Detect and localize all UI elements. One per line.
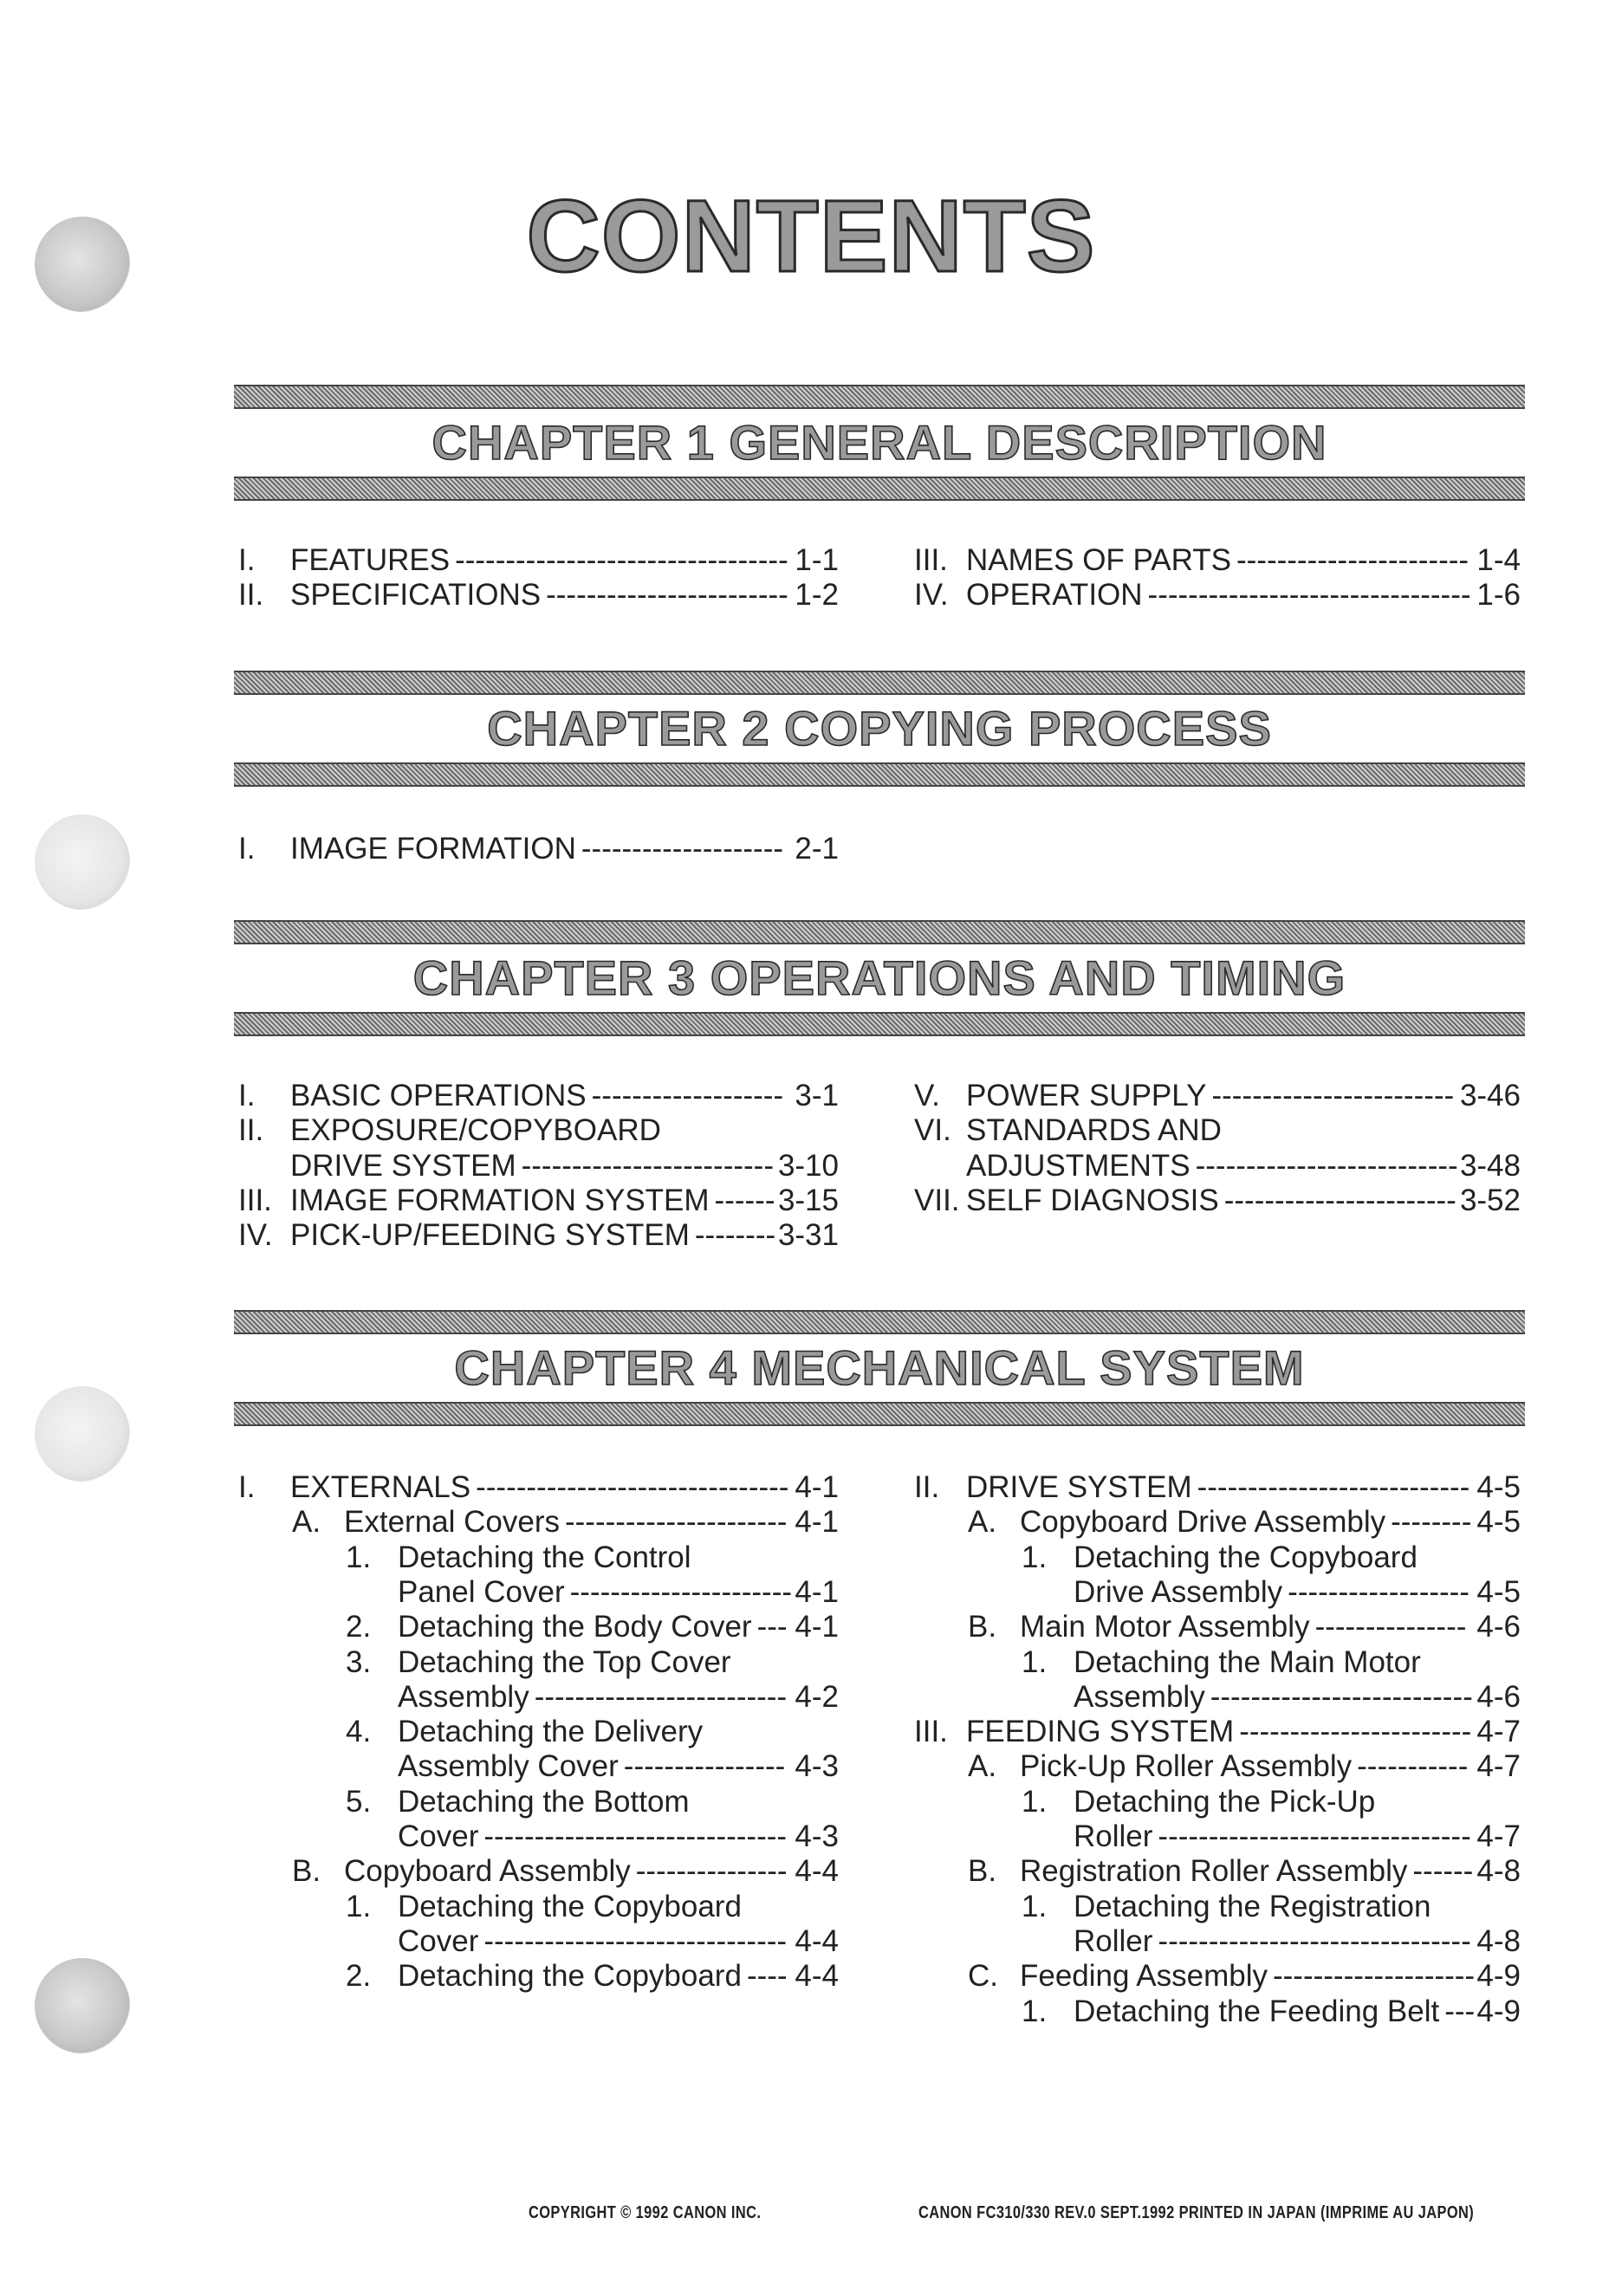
toc-number: V.: [914, 1079, 940, 1112]
toc-entry-title: NAMES OF PARTS: [966, 543, 1231, 577]
toc-entry-title: Cover: [398, 1819, 479, 1853]
punch-hole: [35, 814, 130, 910]
hatch-bar: [234, 762, 1525, 787]
chapter-3-banner: [234, 920, 1525, 1036]
toc-page-number: 4-1: [795, 1574, 839, 1609]
toc-number: 2.: [346, 1959, 372, 1994]
dot-leader: -------------------------------: [476, 1470, 789, 1504]
hatch-bar: [234, 1310, 1525, 1334]
dot-leader: -----------: [1357, 1749, 1469, 1784]
toc-entry-title: Detaching the Delivery: [398, 1715, 704, 1749]
toc-entry-title: EXPOSURE/COPYBOARD: [290, 1113, 661, 1148]
toc-page-number: 4-4: [795, 1959, 839, 1994]
toc-entry-title: EXTERNALS: [290, 1470, 471, 1504]
dot-leader: -----------------------: [1239, 1715, 1472, 1749]
toc-entry-title: Detaching the Copyboard: [398, 1959, 742, 1994]
toc-number: VI.: [914, 1113, 951, 1148]
toc-entry-title: Detaching the Top Cover: [398, 1644, 731, 1679]
toc-page-number: 4-9: [1476, 1959, 1521, 1994]
toc-entry-title: BASIC OPERATIONS: [290, 1079, 587, 1112]
chapter-1-heading: CHAPTER 1 GENERAL DESCRIPTION: [431, 415, 1327, 470]
toc-number: III.: [914, 543, 948, 577]
punch-hole: [35, 1958, 130, 2053]
chapter-3-heading: CHAPTER 3 OPERATIONS AND TIMING: [412, 950, 1346, 1005]
dot-leader: ------------------------: [546, 578, 788, 613]
toc-page-number: 4-4: [795, 1923, 839, 1958]
toc-entry-title: Detaching the Feeding Belt: [1074, 1994, 1440, 2028]
dot-leader: -------------------------: [534, 1679, 788, 1714]
toc-entry-title: Detaching the Body Cover: [398, 1610, 752, 1644]
toc-page-number: 1-6: [1476, 578, 1521, 613]
toc-page-number: 4-1: [795, 1610, 839, 1644]
toc-number: I.: [238, 1079, 256, 1112]
toc-number: B.: [292, 1854, 321, 1889]
dot-leader: ---: [756, 1610, 788, 1644]
toc-entry-title: IMAGE FORMATION SYSTEM: [290, 1183, 710, 1217]
toc-entry-title: FEEDING SYSTEM: [966, 1715, 1235, 1749]
toc-entry-title: Detaching the Control: [398, 1540, 691, 1574]
toc-page-number: 3-52: [1459, 1183, 1521, 1217]
dot-leader: -------------------------------: [1158, 1923, 1471, 1958]
dot-leader: -------------------------------: [1158, 1819, 1471, 1853]
toc-entry-title: Cover: [398, 1923, 479, 1958]
toc-page-number: 4-8: [1476, 1854, 1521, 1889]
toc-entry-title: Drive Assembly: [1074, 1574, 1283, 1609]
toc-entry-title: Registration Roller Assembly: [1020, 1854, 1408, 1889]
toc-entry-title: DRIVE SYSTEM: [290, 1148, 516, 1183]
toc-entry-title: Detaching the Copyboard: [398, 1889, 742, 1923]
dot-leader: --------------------------: [1210, 1679, 1473, 1714]
toc-entry-title: Assembly: [1074, 1679, 1205, 1714]
toc-number: 4.: [346, 1715, 372, 1749]
toc-entry-title: Detaching the Pick-Up: [1074, 1784, 1376, 1819]
dot-leader: ---: [1444, 1994, 1476, 2028]
toc-entry-title: STANDARDS AND: [966, 1113, 1222, 1148]
toc-number: III.: [914, 1715, 948, 1749]
toc-entry-title: Assembly: [398, 1679, 529, 1714]
toc-page-number: 2-1: [795, 832, 839, 866]
toc-entry-title: SPECIFICATIONS: [290, 578, 542, 613]
toc-page-number: 1-2: [795, 578, 839, 613]
toc-number: 1.: [1022, 1644, 1048, 1679]
chapter-4-heading: CHAPTER 4 MECHANICAL SYSTEM: [454, 1340, 1305, 1395]
toc-number: I.: [238, 832, 256, 866]
toc-page-number: 4-6: [1476, 1679, 1521, 1714]
punch-hole: [35, 1386, 130, 1482]
toc-page-number: 4-3: [795, 1819, 839, 1853]
toc-number: 1.: [346, 1889, 372, 1923]
toc-number: IV.: [914, 578, 949, 613]
copyright-footer: COPYRIGHT © 1992 CANON INC.: [529, 2203, 762, 2222]
dot-leader: ------------------: [1288, 1574, 1470, 1609]
dot-leader: ------------------------------: [483, 1923, 788, 1958]
chapter-1-banner: [234, 385, 1525, 501]
toc-number: 1.: [1022, 1540, 1048, 1574]
toc-number: B.: [968, 1854, 997, 1889]
toc-entry-title: External Covers: [344, 1505, 560, 1540]
dot-leader: ---------------------------------: [455, 543, 788, 577]
toc-entry-title: Detaching the Main Motor: [1074, 1644, 1421, 1679]
toc-entry-title: Detaching the Copyboard: [1074, 1540, 1418, 1574]
dot-leader: -------------------------: [521, 1148, 774, 1183]
toc-entry-title: Panel Cover: [398, 1574, 565, 1609]
toc-page-number: 4-5: [1476, 1470, 1521, 1504]
toc-number: I.: [238, 543, 256, 577]
toc-entry-title: Copyboard Drive Assembly: [1020, 1505, 1386, 1540]
dot-leader: ------: [1412, 1854, 1474, 1889]
toc-entry-title: Detaching the Registration: [1074, 1889, 1431, 1923]
dot-leader: ----------------: [623, 1749, 786, 1784]
chapter-4-banner: [234, 1310, 1525, 1426]
toc-entry-title: Copyboard Assembly: [344, 1854, 631, 1889]
toc-page-number: 3-15: [777, 1183, 839, 1217]
hatch-bar: [234, 477, 1525, 501]
toc-number: IV.: [238, 1218, 273, 1253]
toc-page-number: 3-46: [1459, 1079, 1521, 1112]
toc-entry-title: Assembly Cover: [398, 1749, 619, 1784]
chapter-2-banner: [234, 671, 1525, 787]
dot-leader: ---------------: [635, 1854, 788, 1889]
toc-entry-title: POWER SUPPLY: [966, 1079, 1207, 1112]
toc-number: I.: [238, 1470, 256, 1504]
toc-page-number: 4-3: [795, 1749, 839, 1784]
dot-leader: --------------------: [581, 832, 784, 866]
dot-leader: ------: [714, 1183, 775, 1217]
dot-leader: ------------------------: [1211, 1079, 1455, 1112]
toc-entry-title: Roller: [1074, 1819, 1153, 1853]
toc-number: A.: [968, 1749, 997, 1784]
toc-number: 1.: [346, 1540, 372, 1574]
toc-entry-title: OPERATION: [966, 578, 1143, 613]
toc-number: C.: [968, 1959, 998, 1994]
toc-number: 1.: [1022, 1889, 1048, 1923]
chapter-2-heading: CHAPTER 2 COPYING PROCESS: [487, 701, 1272, 756]
toc-page-number: 4-7: [1476, 1819, 1521, 1853]
toc-number: 5.: [346, 1784, 372, 1819]
toc-number: B.: [968, 1610, 997, 1644]
dot-leader: ----------------------: [564, 1505, 788, 1540]
toc-page-number: 1-4: [1476, 543, 1521, 577]
dot-leader: ---------------: [1314, 1610, 1467, 1644]
toc-entry-title: PICK-UP/FEEDING SYSTEM: [290, 1218, 690, 1253]
toc-page-number: 4-2: [795, 1679, 839, 1714]
print-info-footer: CANON FC310/330 REV.0 SEPT.1992 PRINTED IN JAPAN (IMPRIME AU JAPON): [918, 2203, 1475, 2222]
toc-page-number: 4-9: [1476, 1994, 1521, 2028]
dot-leader: -----------------------: [1223, 1183, 1457, 1217]
dot-leader: -----------------------: [1236, 543, 1470, 577]
hatch-bar: [234, 920, 1525, 944]
toc-page-number: 4-6: [1476, 1610, 1521, 1644]
dot-leader: ------------------------------: [483, 1819, 788, 1853]
toc-page-number: 4-8: [1476, 1923, 1521, 1958]
toc-number: 1.: [1022, 1784, 1048, 1819]
toc-entry-title: Detaching the Bottom: [398, 1784, 690, 1819]
toc-number: VII.: [914, 1183, 960, 1217]
toc-number: 1.: [1022, 1994, 1048, 2028]
toc-page-number: 4-4: [795, 1854, 839, 1889]
dot-leader: --------: [694, 1218, 776, 1253]
hatch-bar: [234, 671, 1525, 695]
dot-leader: --------------------: [1272, 1959, 1476, 1994]
toc-entry-title: DRIVE SYSTEM: [966, 1470, 1192, 1504]
toc-entry-title: Pick-Up Roller Assembly: [1020, 1749, 1353, 1784]
dot-leader: --------------------------: [1195, 1148, 1458, 1183]
toc-page-number: 4-1: [795, 1470, 839, 1504]
toc-page-number: 4-7: [1476, 1749, 1521, 1784]
toc-number: 3.: [346, 1644, 372, 1679]
toc-page-number: 3-48: [1459, 1148, 1521, 1183]
toc-number: II.: [238, 1113, 264, 1148]
toc-entry-title: Main Motor Assembly: [1020, 1610, 1310, 1644]
toc-entry-title: Roller: [1074, 1923, 1153, 1958]
toc-entry-title: FEATURES: [290, 543, 451, 577]
toc-number: A.: [292, 1505, 321, 1540]
dot-leader: -------------------: [591, 1079, 784, 1112]
toc-page-number: 3-31: [777, 1218, 839, 1253]
toc-number: III.: [238, 1183, 272, 1217]
dot-leader: --------: [1391, 1505, 1472, 1540]
toc-page-number: 3-10: [777, 1148, 839, 1183]
dot-leader: ----: [746, 1959, 788, 1994]
toc-page-number: 4-5: [1476, 1574, 1521, 1609]
toc-entry-title: Feeding Assembly: [1020, 1959, 1268, 1994]
hatch-bar: [234, 1402, 1525, 1426]
toc-number: II.: [914, 1470, 940, 1504]
toc-page-number: 1-1: [795, 543, 839, 577]
toc-number: II.: [238, 578, 264, 613]
hatch-bar: [234, 1012, 1525, 1036]
dot-leader: --------------------------------: [1147, 578, 1471, 613]
hatch-bar: [234, 385, 1525, 409]
toc-entry-title: IMAGE FORMATION: [290, 832, 576, 866]
toc-number: A.: [968, 1505, 997, 1540]
toc-number: 2.: [346, 1610, 372, 1644]
toc-page-number: 4-1: [795, 1505, 839, 1540]
toc-entry-title: SELF DIAGNOSIS: [966, 1183, 1219, 1217]
toc-page-number: 3-1: [795, 1079, 839, 1112]
dot-leader: ----------------------: [569, 1574, 793, 1609]
toc-entry-title: ADJUSTMENTS: [966, 1148, 1191, 1183]
page-title: CONTENTS: [526, 179, 1096, 294]
dot-leader: ---------------------------: [1197, 1470, 1470, 1504]
toc-page-number: 4-7: [1476, 1715, 1521, 1749]
toc-page-number: 4-5: [1476, 1505, 1521, 1540]
